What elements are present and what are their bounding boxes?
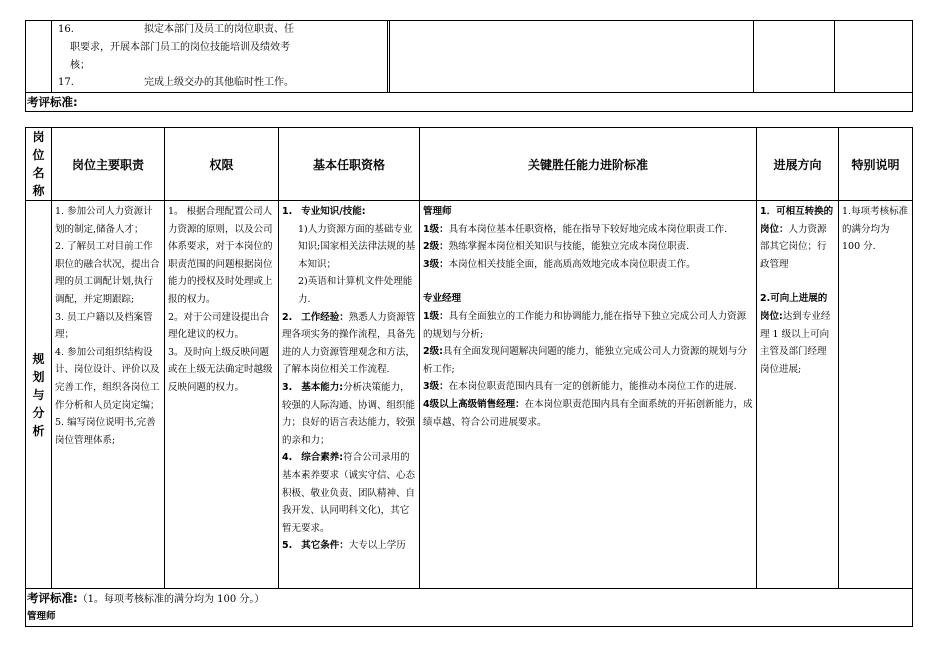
qualification-item: 1. 专业知识/技能: — [282, 206, 366, 217]
direction-item: 1．可相互转换的岗位：人力资源部其它岗位；行政管理 — [760, 206, 834, 270]
competency-level: 3级：本岗位相关技能全面，能高质高效地完成本岗位职责工作。 — [423, 258, 696, 270]
duty-item: 2. 了解员工对目前工作职位的融合状况，提出合理的员工调配计划,执行调配，并定期跟踪; — [55, 241, 160, 305]
bottom-eval-label: 考评标准: — [27, 591, 78, 605]
competency-level: 2级:具有全面发现问题解决问题的能力，能独立完成公司人力资源的规划与分析工作; — [423, 346, 747, 375]
blank-cell — [26, 21, 52, 93]
authority-cell — [165, 201, 279, 589]
qualification-subitem: 1)人力资源方面的基础专业知识;国家相关法律法规的基本知识； — [298, 223, 416, 270]
manager-title: 管理师 — [423, 206, 452, 217]
header-direction: 进展方向 — [757, 128, 839, 201]
header-position-name: 岗位名称 — [26, 128, 52, 201]
item17-text: 完成上级交办的其他临时性工作。 — [144, 77, 294, 88]
direction-item: 2.可向上进展的岗位:达到专业经理 1 级以上可向主管及部门经理岗位进展; — [760, 293, 831, 375]
header-remark: 特别说明 — [839, 128, 913, 201]
item16-number: 16. — [58, 24, 74, 35]
qualification-item: 2. 工作经验：熟悉人力资源管理各项实务的操作流程，具备先进的人力资源管理观念和方法，了解本岗位相关工作流程. — [282, 311, 416, 376]
qualification-item: 5. 其它条件：大专以上学历 — [282, 540, 406, 552]
authority-item: 3。及时向上级反映问题或在上级无法确定时越级反映问题的权力。 — [168, 346, 273, 393]
competency-cell — [420, 201, 757, 589]
blank-cell — [754, 21, 835, 93]
item16-text-a: 拟定本部门及员工的岗位职责、任 — [144, 24, 294, 35]
position-table — [25, 127, 913, 627]
competency-level: 4级以上高级销售经理：在本岗位职责范围内具有全面系统的开拓创新能力，成绩卓越、符合公司进展要求。 — [423, 398, 753, 428]
direction-cell — [757, 201, 839, 589]
previous-duties-table — [25, 20, 913, 112]
item17-number: 17. — [58, 77, 74, 88]
qualification-subitem: 2)英语和计算机文件处理能力. — [298, 276, 413, 305]
header-authority: 权限 — [165, 128, 279, 201]
header-competency: 关键胜任能力进阶标准 — [420, 128, 757, 201]
item16-text-b: 职要求，开展本部门员工的岗位技能培训及绩效考 — [70, 42, 290, 53]
bottom-eval-text: （1。每项考核标准的满分均为 100 分。） — [77, 594, 265, 605]
continued-duties-cell — [52, 21, 388, 93]
position-name-cell: 规划与分析 — [26, 201, 52, 589]
header-main-duties: 岗位主要职责 — [52, 128, 165, 201]
bottom-eval-row — [26, 589, 913, 627]
duty-item: 1. 参加公司人力资源计划的制定,储备人才； — [55, 206, 153, 235]
blank-cell — [835, 21, 913, 93]
duty-item: 3. 员工户籍以及档案管理； — [55, 311, 153, 341]
remark-cell: 1.每项考核标准的满分均为 100 分. — [839, 201, 913, 589]
duty-item: 5. 编写岗位说明书,完善岗位管理体系; — [55, 417, 156, 446]
duties-cell — [52, 201, 165, 589]
competency-level: 3级：在本岗位职责范围内具有一定的创新能力，能推动本岗位工作的进展. — [423, 381, 737, 393]
duty-item: 4. 参加公司组织结构设计、岗位设计、评价以及完善工作，组织各岗位工作分析和人员定岗定编； — [55, 346, 160, 411]
qualifications-cell — [279, 201, 420, 589]
authority-item: 1。 根据合理配置公司人力资源的原则，以及公司体系要求，对于本岗位的职责范围的问题根据岗位能力的授权及时处理或上报的权力。 — [168, 206, 273, 305]
competency-level: 1级：具有全面独立的工作能力和协调能力,能在指导下独立完成公司人力资源的规划与分析; — [423, 310, 747, 340]
pro-manager-title: 专业经理 — [423, 293, 462, 305]
item16-text-c: 核； — [70, 59, 90, 71]
competency-level: 2级：熟练掌握本岗位相关知识与技能，能独立完成本岗位职责. — [423, 241, 690, 253]
competency-level: 1级：具有本岗位基本任职资格，能在指导下较好地完成本岗位职责工作. — [423, 223, 728, 235]
eval-criteria-row — [26, 93, 913, 112]
bottom-manager-label: 管理师 — [27, 611, 56, 622]
authority-item: 2。对于公司建设提出合理化建议的权力。 — [168, 311, 270, 341]
qualification-item: 3. 基本能力:分析决策能力，较强的人际沟通、协调、组织能力；良好的语言表达能力，较强的亲和力； — [282, 381, 416, 446]
header-qualifications: 基本任职资格 — [279, 128, 420, 201]
blank-cell — [390, 21, 754, 93]
eval-criteria-label: 考评标准: — [27, 95, 78, 109]
qualification-item: 4. 综合素养:符合公司录用的基本素养要求（诚实守信、心态积极、敬业负责、团队精神、自我开发、认同明科文化)，其它暂无要求。 — [282, 452, 416, 534]
